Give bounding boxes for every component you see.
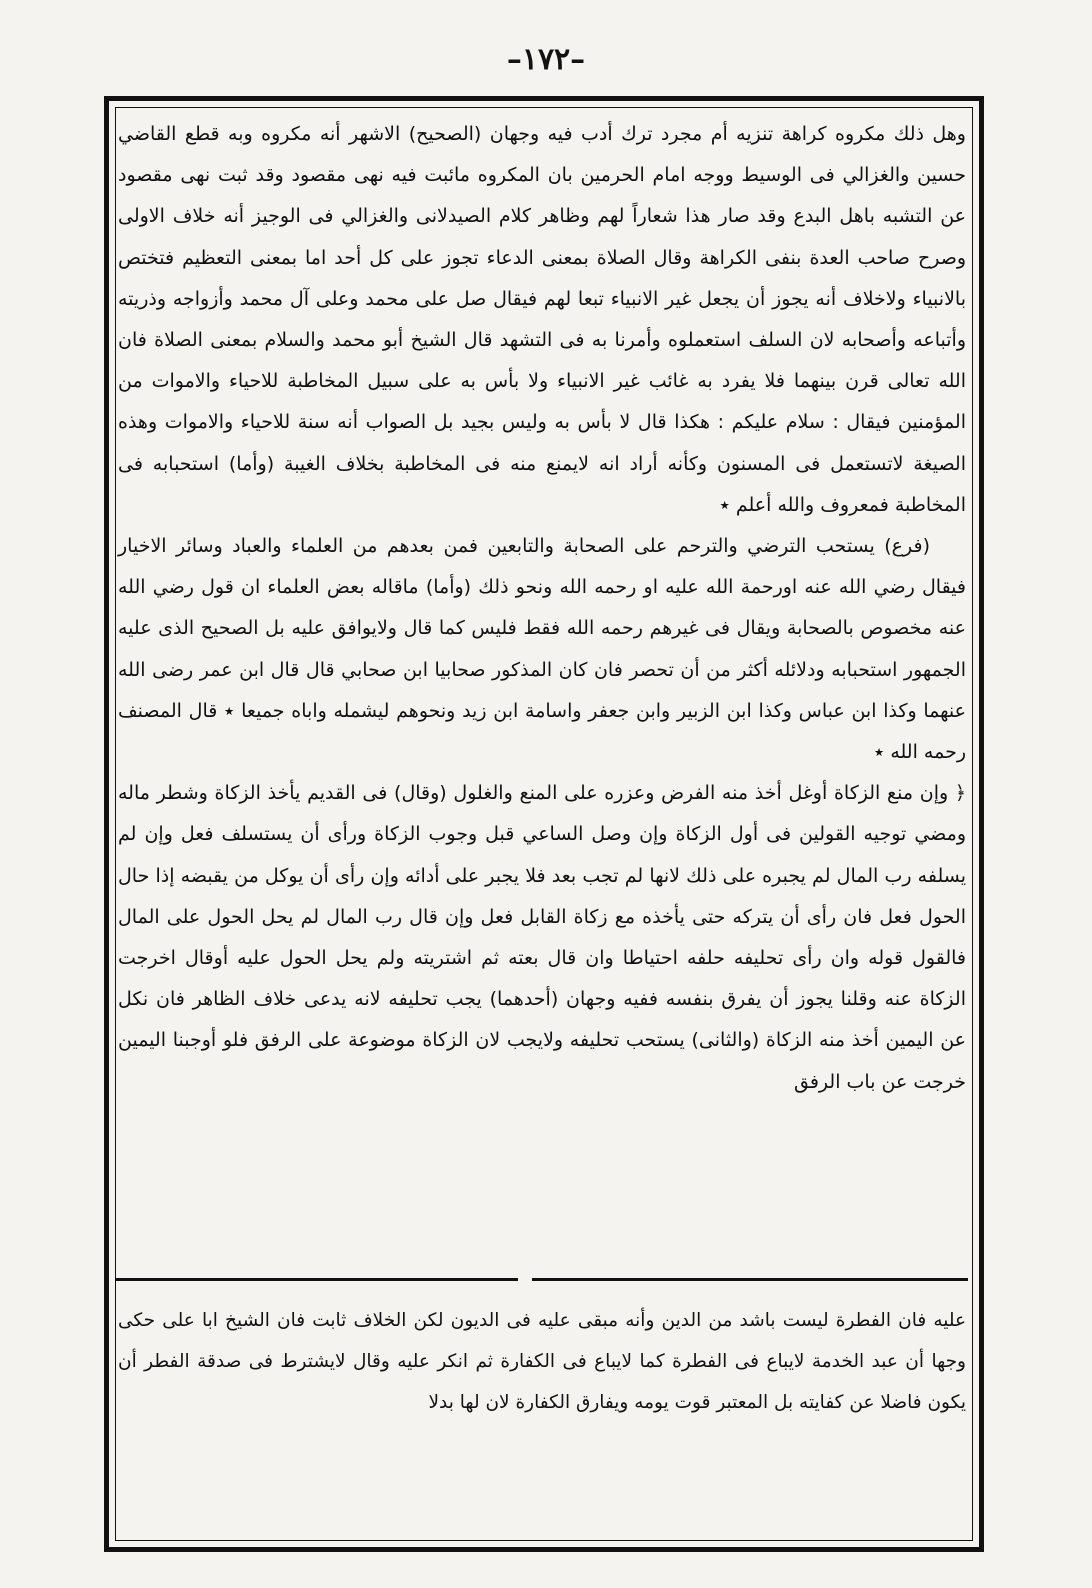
main-text [118,114,966,1103]
main-paragraph-2: (فرع) يستحب الترضي والترحم على الصحابة والتابعين فمن بعدهم من العلماء والعباد وسائر الاخيار فيقال رضي الله عنه اورحمة الله عليه او رحمه الله ونحو ذلك (وأما) ماقاله بعض العلماء ان قول رضي الله عنه مخصوص بالصحابة ويقال فى غيرهم رحمه الله فقط فليس كما قال ولايوافق عليه بل الصحيح الذى عليه الجمهور استحبابه ودلائله أكثر من أن تحصر فان كان المذكور صحابيا ابن صحابي قال قال ابن عمر رضى الله عنهما وكذا ابن عباس وكذا ابن الزبير وابن جعفر واسامة ابن زيد ونحوهم ليشمله واباه جميعا ٭ قال المصنف رحمه الله ٭ [118,535,966,764]
footnote-divider-gap [518,1274,532,1284]
footnote-divider [116,1278,968,1281]
main-paragraph-3: ﴿ وإن منع الزكاة أوغل أخذ منه الفرض وعزره على المنع والغلول (وقال) فى القديم يأخذ الزكاة وشطر ماله ومضي توجيه القولين فى أول الزكاة وإن وصل الساعي قبل وجوب الزكاة ورأى أن يستسلف فعل وإن لم يسلفه رب المال لم يجبره على ذلك لانها لم تجب بعد فلا يجبر على أدائه وإن رأى أن يوكل من يقبضه إذا حال الحول فعل فان رأى أن يتركه حتى يأخذه مع زكاة القابل فعل وإن قال رب المال لم يحل الحول على المال فالقول قوله وان رأى تحليفه حلفه احتياطا وان قال بعته ثم اشتريته ولم يحل الحول عليه أوقال اخرجت الزكاة عنه وقلنا يجوز أن يفرق بنفسه ففيه وجهان (أحدهما) يجب تحليفه لانه يدعى خلاف الظاهر فان نكل عن اليمين أخذ منه الزكاة (والثانى) يستحب تحليفه ولايجب لان الزكاة موضوعة على الرفق فلو أوجبنا اليمين خرجت عن باب الرفق [118,782,966,1093]
footnote-text [118,1300,966,1423]
main-paragraph-1: وهل ذلك مكروه كراهة تنزيه أم مجرد ترك أدب فيه وجهان (الصحيح) الاشهر أنه مكروه وبه قطع القاضي حسين والغزالي فى الوسيط ووجه امام الحرمين بان المكروه مائبت فيه نهى مقصود وقد ثبت نهى مقصود عن التشبه باهل البدع وقد صار هذا شعاراً لهم وظاهر كلام الصيدلانى والغزالي فى الوجيز أنه خلاف الاولى وصرح صاحب العدة بنفى الكراهة وقال الصلاة بمعنى الدعاء تجوز على كل أحد اما بمعنى التعظيم فتختص بالانبياء ولاخلاف أنه يجوز أن يجعل غير الانبياء تبعا لهم فيقال صل على محمد وعلى آل محمد وأزواجه وذريته وأتباعه وأصحابه لان السلف استعملوه وأمرنا به فى التشهد قال الشيخ أبو محمد والسلام بمعنى الصلاة فان الله تعالى قرن بينهما فلا يفرد به غائب غير الانبياء ولا بأس به على سبيل المخاطبة للاحياء والاموات من المؤمنين فيقال : سلام عليكم : هكذا قال لا بأس به وليس بجيد بل الصواب أنه سنة للاحياء والاموات وهذه الصيغة لاتستعمل فى المسنون وكأنه أراد انه لايمنع منه فى المخاطبة بخلاف الغيبة (وأما) استحبابه فى المخاطبة فمعروف والله أعلم ٭ [118,123,966,516]
footnote-paragraph-1: عليه فان الفطرة ليست باشد من الدين وأنه مبقى عليه فى الديون لكن الخلاف ثابت فان الشيخ ابا على حكى وجها أن عبد الخدمة لايباع فى الفطرة كما لايباع فى الكفارة ثم انكر عليه وقال لايشترط فى صدقة الفطر أن يكون فاضلا عن كفايته بل المعتبر قوت يومه ويفارق الكفارة لان لها بدلا [118,1310,966,1413]
page-number: –١٧٢– [506,42,586,77]
